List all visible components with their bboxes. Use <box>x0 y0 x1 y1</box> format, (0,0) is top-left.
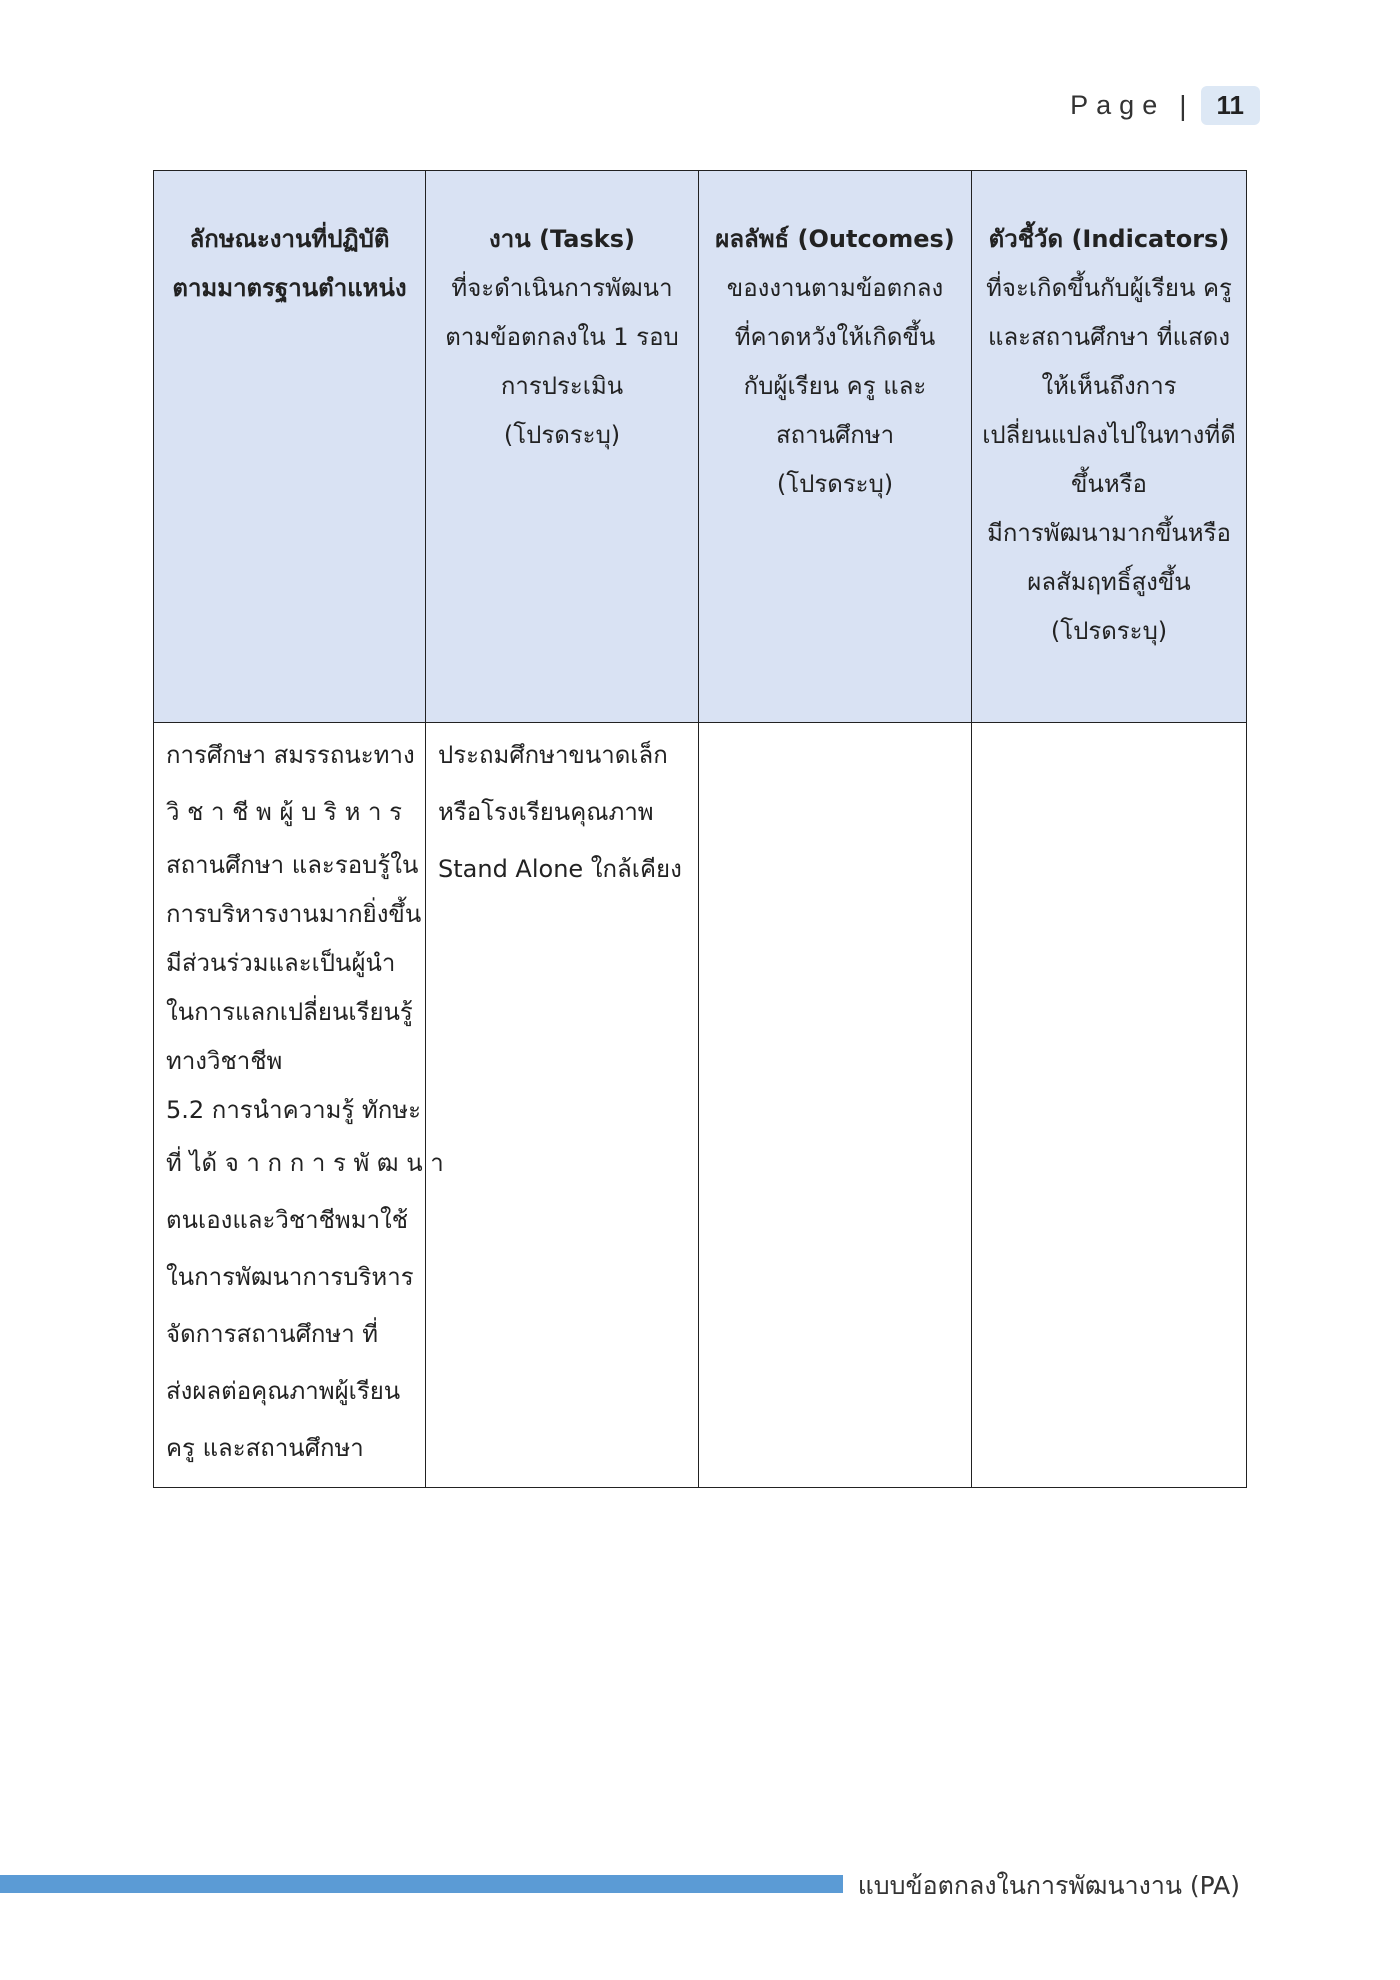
header-line: ที่จะเกิดขึ้นกับผู้เรียน ครู <box>986 274 1232 302</box>
header-line: กับผู้เรียน ครู และ <box>743 372 927 400</box>
cell-line: ในการแลกเปลี่ยนเรียนรู้ <box>166 998 413 1026</box>
header-title-line: ตามมาตรฐานตำแหน่ง <box>172 274 407 302</box>
header-line: ตามข้อตกลงใน 1 รอบ <box>445 323 679 351</box>
cell-line: มีส่วนร่วมและเป็นผู้นำ <box>166 949 396 977</box>
header-cell-indicators <box>972 171 1247 723</box>
footer-title: แบบข้อตกลงในการพัฒนางาน (PA) <box>857 1871 1240 1900</box>
cell-line: ครู และสถานศึกษา <box>166 1434 364 1462</box>
cell-line: ส่งผลต่อคุณภาพผู้เรียน <box>166 1377 401 1405</box>
cell-line: ในการพัฒนาการบริหาร <box>166 1263 414 1291</box>
cell-tasks <box>426 723 699 1488</box>
cell-line: วิ ช า ชี พ ผู้ บ ริ ห า ร <box>166 798 403 826</box>
page-label: Page <box>1070 90 1166 120</box>
header-cell-outcomes <box>699 171 972 723</box>
cell-line: ประถมศึกษาขนาดเล็ก <box>438 741 668 769</box>
header-line: ที่คาดหวังให้เกิดขึ้น <box>734 323 936 351</box>
cell-line: ตนเองและวิชาชีพมาใช้ <box>166 1206 409 1234</box>
header-line: ผลสัมฤทธิ์สูงขึ้น <box>1027 568 1191 596</box>
header-line: การประเมิน <box>500 372 624 400</box>
cell-line: สถานศึกษา และรอบรู้ใน <box>166 851 419 879</box>
header-line: ให้เห็นถึงการ <box>1041 372 1177 400</box>
header-cell-job-characteristics <box>154 171 426 723</box>
header-cell-tasks <box>426 171 699 723</box>
header-line: (โปรดระบุ) <box>503 421 621 449</box>
header-line: สถานศึกษา <box>775 421 895 449</box>
header-line: (โปรดระบุ) <box>776 470 894 498</box>
footer-accent-bar <box>0 1875 843 1893</box>
header-title: ผลลัพธ์ (Outcomes) <box>715 225 955 253</box>
cell-indicators <box>972 723 1247 1488</box>
cell-line: ที่ ได้ จ า ก ก า ร พั ฒ น า <box>166 1149 444 1177</box>
cell-outcomes <box>699 723 972 1488</box>
table-row <box>154 723 1247 1488</box>
header-title: ลักษณะงานที่ปฏิบัติ <box>189 225 390 253</box>
cell-line: จัดการสถานศึกษา ที่ <box>166 1320 379 1348</box>
header-line: เปลี่ยนแปลงไปในทางที่ดี <box>982 421 1236 449</box>
header-line: มีการพัฒนามากขึ้นหรือ <box>987 519 1231 547</box>
page-separator: | <box>1179 89 1187 121</box>
header-line: (โปรดระบุ) <box>1050 617 1168 645</box>
table-header-row <box>154 171 1247 723</box>
cell-line: Stand Alone ใกล้เคียง <box>438 855 682 883</box>
header-title: ตัวชี้วัด (Indicators) <box>988 225 1230 253</box>
pa-agreement-table <box>153 170 1247 1488</box>
header-line: และสถานศึกษา ที่แสดง <box>987 323 1231 351</box>
cell-job-characteristics <box>154 723 444 1488</box>
page-header <box>1070 86 1260 125</box>
cell-line: หรือโรงเรียนคุณภาพ <box>438 798 654 826</box>
cell-line: 5.2 การนำความรู้ ทักษะ <box>166 1096 421 1124</box>
header-line: ที่จะดำเนินการพัฒนา <box>451 274 673 302</box>
cell-line: การบริหารงานมากยิ่งขึ้น <box>166 900 422 928</box>
cell-line: ทางวิชาชีพ <box>166 1047 283 1075</box>
header-line: ของงานตามข้อตกลง <box>726 274 944 302</box>
cell-line: การศึกษา สมรรถนะทาง <box>166 741 415 769</box>
header-title: งาน (Tasks) <box>489 225 635 253</box>
header-line: ขึ้นหรือ <box>1071 470 1147 498</box>
page-number-badge: 11 <box>1201 86 1261 125</box>
